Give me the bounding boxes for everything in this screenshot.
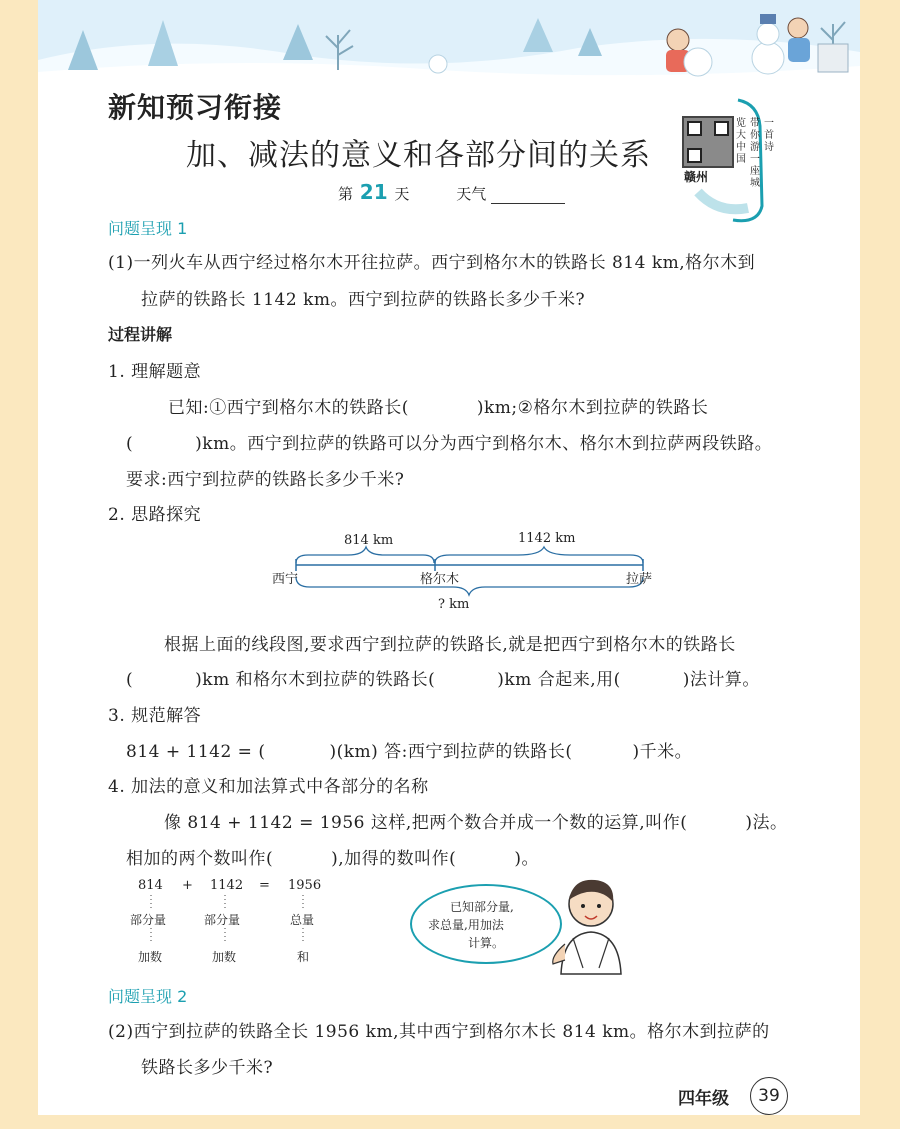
- page-number-badge: [750, 1077, 788, 1115]
- speech-bubble: [410, 884, 562, 964]
- problem-1-heading: 问题呈现 1: [108, 219, 188, 238]
- text: 已知:①西宁到格尔木的铁路长(: [168, 398, 409, 418]
- step-2-line-2: [126, 665, 760, 690]
- day-weather-line: [338, 180, 565, 204]
- problem-1-line-1: (1)一列火车从西宁经过格尔木开往拉萨。西宁到格尔木的铁路长 814 km,格尔木到: [108, 253, 756, 273]
- text: )法。: [745, 813, 788, 833]
- qr-city-label: 赣州: [684, 170, 709, 184]
- step-1-title: 1. 理解题意: [108, 362, 202, 382]
- text: 814 + 1142 = (: [126, 742, 266, 762]
- step-1-line-2: [126, 429, 772, 454]
- step-2-line-1: 根据上面的线段图,要求西宁到拉萨的铁路长,就是把西宁到格尔木的铁路长: [164, 635, 736, 655]
- part-name-3: 总量: [290, 913, 315, 927]
- problem-1-line-2: 拉萨的铁路长 1142 km。西宁到拉萨的铁路长多少千米?: [141, 290, 586, 310]
- section-title: 新知预习衔接: [108, 91, 283, 124]
- step-4-line-1: [164, 808, 787, 833]
- term-name-3: 和: [297, 950, 310, 964]
- weather-label: 天气: [456, 185, 487, 203]
- day-suffix: 天: [394, 185, 410, 203]
- text: )km 和格尔木到拉萨的铁路长(: [195, 670, 436, 690]
- point-mid-label: 格尔木: [420, 572, 460, 587]
- term-name-2: 加数: [212, 950, 237, 964]
- problem-2-line-1: (2)西宁到拉萨的铁路全长 1956 km,其中西宁到格尔木长 814 km。格尔木到拉萨的: [108, 1022, 770, 1042]
- addend-2: 1142: [210, 878, 244, 893]
- step-2-title: 2. 思路探究: [108, 505, 202, 525]
- text: (: [126, 670, 134, 690]
- step-1-line-1: [168, 393, 708, 418]
- qr-slogan-col-1: 一首诗: [764, 118, 774, 153]
- step-4-line-2: [126, 844, 539, 869]
- sum: 1956: [288, 878, 322, 893]
- text: 相加的两个数叫作(: [126, 849, 274, 869]
- total-label: ? km: [438, 597, 470, 612]
- process-heading: 过程讲解: [108, 325, 173, 344]
- day-prefix: 第: [338, 185, 354, 203]
- weather-blank: [491, 185, 565, 204]
- equation-parts-diagram: [126, 878, 346, 968]
- text: (: [126, 434, 134, 454]
- segment-diagram: [272, 531, 658, 617]
- text: )km。西宁到拉萨的铁路可以分为西宁到格尔木、格尔木到拉萨两段铁路。: [195, 434, 773, 454]
- text: )。: [514, 849, 539, 869]
- page: [38, 0, 860, 1115]
- equals-sign: =: [259, 878, 270, 893]
- addend-1: 814: [138, 878, 163, 893]
- segment-2-label: 1142 km: [518, 531, 576, 546]
- step-4-title: 4. 加法的意义和加法算式中各部分的名称: [108, 777, 429, 797]
- qr-block: [678, 96, 778, 228]
- text: )(km) 答:西宁到拉萨的铁路长(: [329, 742, 573, 762]
- part-name-1: 部分量: [130, 913, 167, 927]
- point-start-label: 西宁: [272, 572, 299, 587]
- step-3-answer-line: [126, 737, 692, 762]
- text: 像 814 + 1142 = 1956 这样,把两个数合并成一个数的运算,叫作(: [164, 813, 688, 833]
- bubble-line-1: 已知部分量,: [450, 900, 514, 914]
- step-3-title: 3. 规范解答: [108, 706, 202, 726]
- bubble-line-2: 求总量,用加法: [428, 918, 504, 932]
- plus-sign: +: [182, 878, 193, 893]
- boy-illustration: [543, 872, 633, 982]
- step-1-line-3: 要求:西宁到拉萨的铁路长多少千米?: [126, 470, 405, 490]
- qr-code-icon[interactable]: [682, 116, 734, 168]
- text: )法计算。: [682, 670, 760, 690]
- lesson-title: 加、减法的意义和各部分间的关系: [186, 138, 651, 173]
- text: ),加得的数叫作(: [331, 849, 457, 869]
- part-name-2: 部分量: [204, 913, 241, 927]
- page-number: 39: [758, 1086, 780, 1106]
- problem-2-heading: 问题呈现 2: [108, 987, 188, 1006]
- grade-label: 四年级: [678, 1089, 729, 1109]
- term-name-1: 加数: [138, 950, 163, 964]
- point-end-label: 拉萨: [626, 572, 653, 587]
- qr-slogan-col-2: 带你游一座城: [750, 118, 760, 189]
- text: )km;②格尔木到拉萨的铁路长: [476, 398, 709, 418]
- day-number: 21: [359, 180, 388, 204]
- text: )千米。: [632, 742, 693, 762]
- bubble-line-3: 计算。: [468, 936, 505, 950]
- text: )km 合起来,用(: [497, 670, 621, 690]
- winter-banner-illustration: [38, 0, 860, 82]
- qr-slogan-col-3: 览大中国: [736, 118, 746, 165]
- segment-1-label: 814 km: [344, 533, 394, 548]
- problem-2-line-2: 铁路长多少千米?: [141, 1058, 274, 1078]
